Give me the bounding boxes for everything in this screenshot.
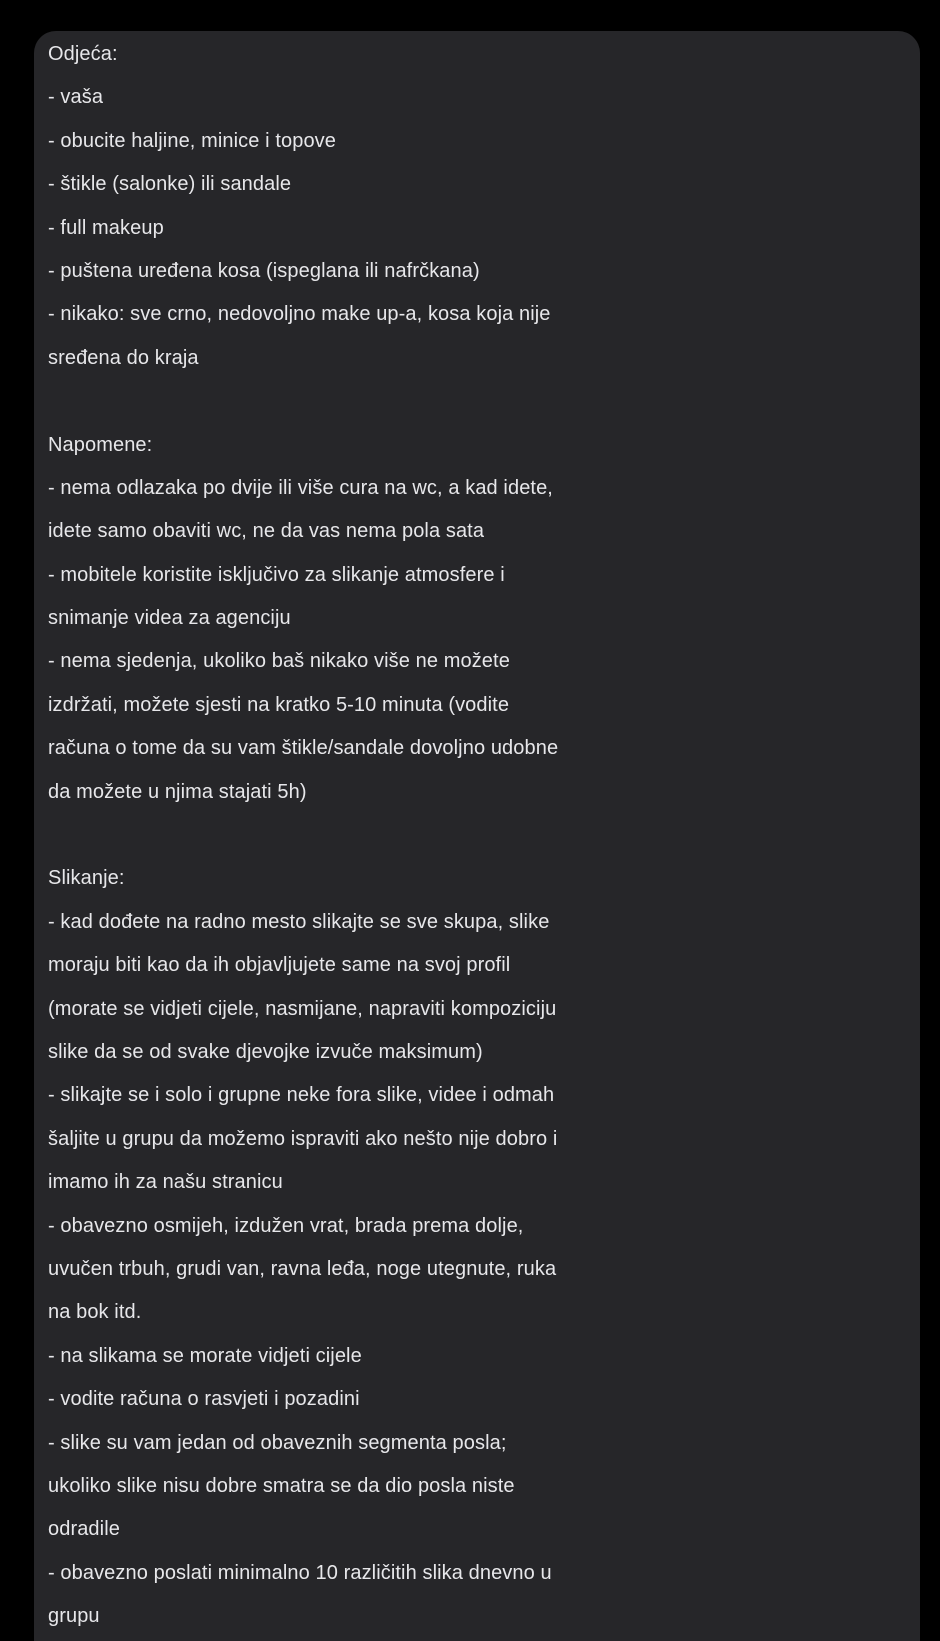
message-line: - slike su vam jedan od obaveznih segmenta posla;	[48, 1431, 507, 1454]
message-line: - mobitele koristite isključivo za slikanje atmosfere i	[48, 563, 505, 586]
blank-line	[48, 380, 920, 423]
message-line: - kad dođete na radno mesto slikajte se sve skupa, slike	[48, 910, 550, 933]
message-line: - obavezno poslati minimalno 10 različitih slika dnevno u	[48, 1561, 552, 1584]
section-heading-odjeca: Odjeća:	[48, 43, 118, 65]
message-line: - vaša	[48, 86, 104, 109]
message-line: - full makeup	[48, 216, 164, 239]
message-line: odradile	[48, 1518, 120, 1541]
message-line: snimanje videa za agenciju	[48, 607, 291, 630]
message-line: - vodite računa o rasvjeti i pozadini	[48, 1388, 360, 1411]
message-line: šaljite u grupu da možemo ispraviti ako nešto nije dobro i	[48, 1127, 558, 1150]
message-line: - nema odlazaka po dvije ili više cura na wc, a kad idete,	[48, 476, 553, 499]
message-line: moraju biti kao da ih objavljujete same na svoj profil	[48, 954, 511, 977]
message-bubble[interactable]	[34, 31, 920, 1641]
message-line: - slikajte se i solo i grupne neke fora slike, videe i odmah	[48, 1084, 555, 1107]
message-line: - na slikama se morate vidjeti cijele	[48, 1344, 362, 1367]
message-line: da možete u njima stajati 5h)	[48, 780, 307, 803]
message-line: - puštena uređena kosa (ispeglana ili nafrčkana)	[48, 259, 480, 282]
message-line: - obucite haljine, minice i topove	[48, 129, 336, 152]
message-line: slike da se od svake djevojke izvuče maksimum)	[48, 1040, 483, 1063]
section-heading-slikanje: Slikanje:	[48, 867, 125, 890]
message-line: - nikako: sve crno, nedovoljno make up-a, kosa koja nije	[48, 303, 551, 326]
message-line: računa o tome da su vam štikle/sandale dovoljno udobne	[48, 737, 559, 760]
section-heading-napomene: Napomene:	[48, 433, 153, 456]
message-line: - nema sjedenja, ukoliko baš nikako više ne možete	[48, 650, 510, 673]
message-line: izdržati, možete sjesti na kratko 5-10 minuta (vodite	[48, 693, 510, 716]
message-line: - štikle (salonke) ili sandale	[48, 173, 292, 196]
message-line: grupu	[48, 1605, 100, 1628]
message-line: ukoliko slike nisu dobre smatra se da dio posla niste	[48, 1474, 515, 1497]
message-line: (morate se vidjeti cijele, nasmijane, napraviti kompoziciju	[48, 997, 557, 1020]
message-line: - obavezno osmijeh, izdužen vrat, brada prema dolje,	[48, 1214, 524, 1237]
message-line: imamo ih za našu stranicu	[48, 1171, 283, 1194]
blank-line	[48, 814, 920, 857]
message-line: uvučen trbuh, grudi van, ravna leđa, noge utegnute, ruka	[48, 1257, 557, 1280]
message-line: idete samo obaviti wc, ne da vas nema pola sata	[48, 520, 485, 543]
message-line: sređena do kraja	[48, 346, 199, 369]
message-line: na bok itd.	[48, 1301, 142, 1324]
